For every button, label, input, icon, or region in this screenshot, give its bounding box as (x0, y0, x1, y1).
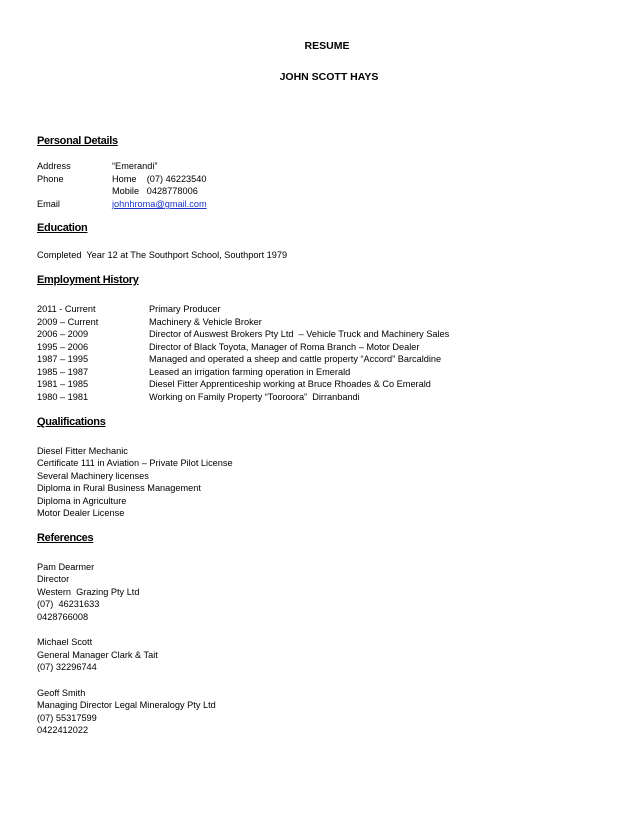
personal-details-heading: Personal Details (37, 135, 118, 147)
reference-line: Geoff Smith (37, 688, 86, 698)
employment-role: Working on Family Property “Tooroora” Dirranbandi (149, 392, 360, 402)
employment-history-heading: Employment History (37, 274, 139, 286)
reference-line: (07) 55317599 (37, 713, 97, 723)
employment-period: 1981 – 1985 (37, 379, 89, 389)
qualification-item: Certificate 111 in Aviation – Private Pilot License (37, 458, 233, 468)
candidate-name: JOHN SCOTT HAYS (279, 71, 379, 83)
employment-role: Machinery & Vehicle Broker (149, 317, 262, 327)
qualification-item: Diploma in Rural Business Management (37, 483, 201, 493)
qualification-item: Several Machinery licenses (37, 471, 149, 481)
phone-label: Phone (37, 174, 64, 184)
address-label: Address (37, 161, 71, 171)
reference-line: (07) 32296744 (37, 662, 97, 672)
address-value: “Emerandi” (112, 161, 158, 171)
qualifications-heading: Qualifications (37, 416, 106, 428)
reference-line: Pam Dearmer (37, 562, 95, 572)
employment-period: 2011 - Current (37, 304, 96, 314)
employment-role: Managed and operated a sheep and cattle property “Accord” Barcaldine (149, 354, 442, 364)
references-heading: References (37, 532, 94, 544)
email-label: Email (37, 199, 60, 209)
employment-role: Primary Producer (149, 304, 221, 314)
reference-line: Managing Director Legal Mineralogy Pty Ltd (37, 700, 216, 710)
email-link[interactable]: johnhroma@gmail.com (112, 199, 207, 209)
reference-line: General Manager Clark & Tait (37, 650, 158, 660)
reference-line: 0422412022 (37, 725, 89, 735)
phone-mobile: Mobile 0428778006 (112, 186, 198, 196)
employment-period: 1987 – 1995 (37, 354, 89, 364)
employment-period: 2006 – 2009 (37, 329, 89, 339)
reference-line: Director (37, 574, 70, 584)
education-line: Completed Year 12 at The Southport School, Southport 1979 (37, 250, 288, 260)
qualification-item: Motor Dealer License (37, 508, 125, 518)
reference-line: Western Grazing Pty Ltd (37, 587, 140, 597)
reference-line: (07) 46231633 (37, 599, 100, 609)
employment-period: 1980 – 1981 (37, 392, 89, 402)
employment-role: Director of Black Toyota, Manager of Roma Branch – Motor Dealer (149, 342, 420, 352)
qualification-item: Diesel Fitter Mechanic (37, 446, 128, 456)
reference-line: 0428766008 (37, 612, 89, 622)
qualification-item: Diploma in Agriculture (37, 496, 127, 506)
employment-period: 1995 – 2006 (37, 342, 89, 352)
employment-role: Director of Auswest Brokers Pty Ltd – Vehicle Truck and Machinery Sales (149, 329, 450, 339)
document-title: RESUME (304, 40, 350, 52)
phone-home: Home (07) 46223540 (112, 174, 207, 184)
employment-role: Diesel Fitter Apprenticeship working at Bruce Rhoades & Co Emerald (149, 379, 431, 389)
employment-role: Leased an irrigation farming operation in Emerald (149, 367, 351, 377)
employment-period: 1985 – 1987 (37, 367, 89, 377)
employment-period: 2009 – Current (37, 317, 99, 327)
education-heading: Education (37, 222, 88, 234)
reference-line: Michael Scott (37, 637, 93, 647)
